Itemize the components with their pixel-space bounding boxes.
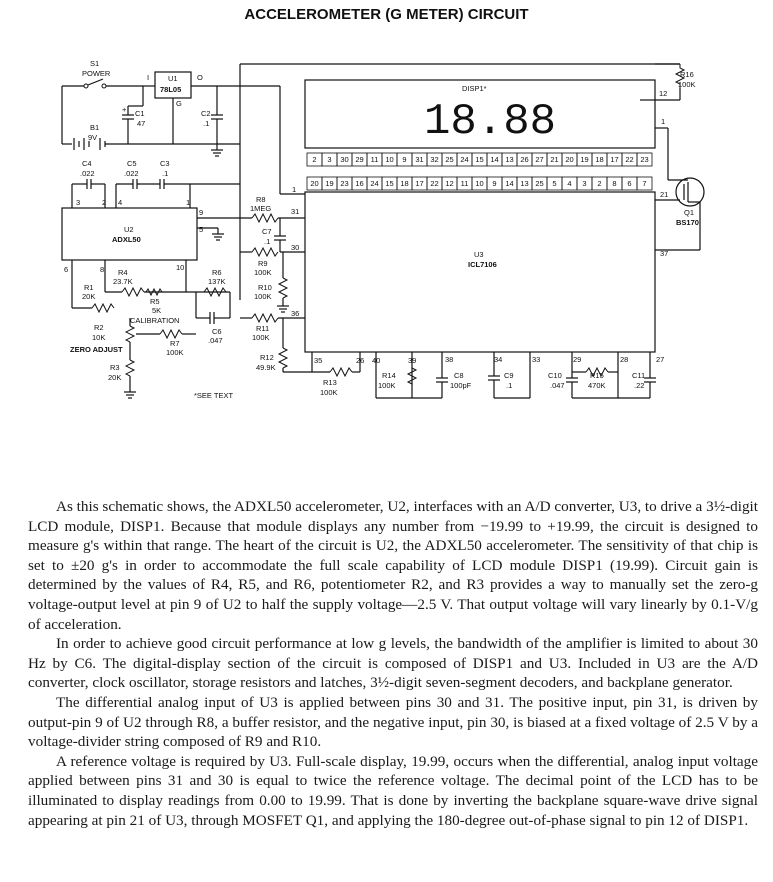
u3-pin-33: 33 xyxy=(532,355,541,364)
display-top-pin-number: 29 xyxy=(355,155,364,164)
display-top-pin-number: 21 xyxy=(550,155,559,164)
paragraph: As this schematic shows, the ADXL50 accelerometer, U2, interfaces with an A/D converter, U3, to drive a 3½-digit LCD module, DISP1. Because that module displays any number from −19.99 to +19.99, the circuit is designed to measure g's within that range. The heart of the circuit is U2, the ADXL50 accelerometer. The sensitivity of that chip is set to ±20 g's in order to accommodate the full scale capability of LCD module DISP1 (19.99). Circuit gain is determined by the values of R4, R5, and R6, potentiometer R2, and R3 provides a way to manually set the zero-g voltage-output level at pin 9 of U2 to half the supply voltage—2.5 V. That output voltage will vary linearly by 0.1-V/g of acceleration. xyxy=(28,498,758,633)
resistor-r11 xyxy=(252,314,278,322)
zero-adjust-label: ZERO ADJUST xyxy=(70,345,123,354)
paragraph: In order to achieve good circuit performance at low g levels, the bandwidth of the amplifier is limited to about 30 Hz by C6. The digital-display section of the circuit is composed of DISP1 and U3. Included in U3 are the A/D converter, clock oscillator, storage resistors and latches, 3½-digit seven-segment decoders, and backplane generator. xyxy=(28,635,758,692)
display-top-pin-number: 32 xyxy=(430,155,439,164)
u2-pin-2: 2 xyxy=(102,198,107,207)
display-top-pin-number: 15 xyxy=(475,155,484,164)
u3-bottom-network xyxy=(283,352,664,398)
display-bottom-pin-number: 23 xyxy=(340,179,349,188)
display-top-pin-number: 18 xyxy=(595,155,604,164)
c3-value: .1 xyxy=(162,169,169,178)
r3-label: R3 xyxy=(110,363,120,372)
q1-label: Q1 xyxy=(684,208,695,217)
display-bottom-pin-number: 16 xyxy=(355,179,364,188)
paragraph: The differential analog input of U3 is applied between pins 30 and 31. The positive input, pin 31, is driven by output-pin 9 of U2 through R8, a buffer resistor, and the negative input, pin 30, is biased at a fixed voltage of 2.5 V by a voltage-divider string composed of R9 and R10. xyxy=(28,693,758,751)
r15-value: 470K xyxy=(588,381,606,390)
display-bottom-pin-number: 9 xyxy=(492,179,497,188)
u2-chip xyxy=(62,208,197,260)
schematic-title: ACCELEROMETER (G METER) CIRCUIT xyxy=(244,6,529,23)
r7-label: R7 xyxy=(170,339,180,348)
u2-pin-4: 4 xyxy=(118,198,123,207)
c8-value: 100pF xyxy=(450,381,472,390)
r16-label: R16 xyxy=(680,70,694,79)
display-bottom-pin-number: 14 xyxy=(505,179,514,188)
schematic-diagram xyxy=(0,0,773,420)
paragraph: A reference voltage is required by U3. Full-scale display, 19.99, occurs when the differential, analog input voltage applied between pins 31 and 30 is equal to twice the reference voltage. The decimal point of the LCD has to be illuminated to display readings from 0.00 to 19.99. That is done by inverting the backplane square-wave drive signal appearing at pin 21 of U3, through MOSFET Q1, and applying the 180-degree out-of-phase signal to pin 12 of DISP1. xyxy=(28,752,758,829)
description-text xyxy=(28,497,758,830)
display-top-pin-number: 30 xyxy=(340,155,349,164)
display-top-pin-number: 14 xyxy=(490,155,499,164)
display-top-pin-number: 3 xyxy=(327,155,332,164)
c11-value: .22 xyxy=(634,381,645,390)
r10-value: 100K xyxy=(254,292,272,301)
u3-pin-1: 1 xyxy=(292,185,297,194)
s1-switch-contact xyxy=(102,84,106,88)
see-text-note: *SEE TEXT xyxy=(194,391,234,400)
u3-pin-28: 28 xyxy=(620,355,629,364)
r5-label: R5 xyxy=(150,297,160,306)
display-bottom-pin-number: 10 xyxy=(475,179,484,188)
resistor-r4 xyxy=(122,288,144,296)
r12-label: R12 xyxy=(260,353,274,362)
display-top-pin-number: 24 xyxy=(460,155,469,164)
c5-label: C5 xyxy=(127,159,137,168)
c1-plus: + xyxy=(122,105,127,114)
c6-value: .047 xyxy=(208,336,223,345)
c8-label: C8 xyxy=(454,371,464,380)
r9-label: R9 xyxy=(258,259,268,268)
c1-label: C1 xyxy=(135,109,145,118)
u1-label: U1 xyxy=(168,74,178,83)
u1-part: 78L05 xyxy=(160,85,182,94)
display-bottom-pin-number: 13 xyxy=(520,179,529,188)
u3-pin-35: 35 xyxy=(314,356,323,365)
display-bottom-pin-number: 11 xyxy=(460,179,469,188)
c2-value: .1 xyxy=(203,119,210,128)
display-bottom-pin-number: 2 xyxy=(597,179,602,188)
r9-value: 100K xyxy=(254,268,272,277)
display-top-pin-number: 9 xyxy=(402,155,407,164)
display-bottom-pin-number: 4 xyxy=(567,179,572,188)
u3-pin-21: 21 xyxy=(660,190,669,199)
display-top-pin-number: 27 xyxy=(535,155,544,164)
r1-value: 20K xyxy=(82,292,96,301)
display-bottom-pin-number: 7 xyxy=(642,179,647,188)
r13-value: 100K xyxy=(320,388,338,397)
display-bottom-pin-number: 20 xyxy=(310,179,319,188)
display-top-pin-number: 2 xyxy=(312,155,317,164)
u3-pin-31: 31 xyxy=(291,207,300,216)
r10-label: R10 xyxy=(258,283,272,292)
u2-pin-1: 1 xyxy=(186,198,191,207)
u3-pin-26: 26 xyxy=(356,356,365,365)
display-pin-rows xyxy=(307,153,652,190)
calibration-label: CALIBRATION xyxy=(130,316,180,325)
c10-value: .047 xyxy=(550,381,565,390)
b1-value: 9V xyxy=(88,133,98,142)
u2-pin-9: 9 xyxy=(199,208,204,217)
display-bottom-pin-number: 18 xyxy=(400,179,409,188)
u3-pin-38: 38 xyxy=(445,355,454,364)
resistor-r2 xyxy=(126,326,134,342)
u3-pin-39: 39 xyxy=(408,356,417,365)
r1-label: R1 xyxy=(84,283,94,292)
display-bottom-pin-number: 19 xyxy=(325,179,334,188)
disp1-label: DISP1* xyxy=(462,84,487,93)
resistor-r3 xyxy=(126,360,134,376)
r11-value: 100K xyxy=(252,333,270,342)
u3-part: ICL7106 xyxy=(468,260,497,269)
c4-value: .022 xyxy=(80,169,95,178)
resistor-r7 xyxy=(160,330,182,338)
display-top-pin-number: 25 xyxy=(445,155,454,164)
q1-part: BS170 xyxy=(676,218,699,227)
lcd-readout: 18.88 xyxy=(424,97,557,147)
r6-label: R6 xyxy=(212,268,222,277)
c3-label: C3 xyxy=(160,159,170,168)
display-bottom-pin-number: 5 xyxy=(552,179,557,188)
r8-value: 1MEG xyxy=(250,204,272,213)
display-top-pin-number: 13 xyxy=(505,155,514,164)
display-top-pin-number: 26 xyxy=(520,155,529,164)
u1-pin-o: O xyxy=(197,73,203,82)
u2-section xyxy=(62,159,305,400)
u3-pin-29: 29 xyxy=(573,355,582,364)
c11-label: C11 xyxy=(632,371,646,380)
u1-pin-g: G xyxy=(176,99,182,108)
resistor-r10 xyxy=(279,278,287,298)
display-bottom-pin-number: 6 xyxy=(627,179,632,188)
s1-label: S1 xyxy=(90,59,100,68)
u3-pin-27: 27 xyxy=(656,355,665,364)
c6-label: C6 xyxy=(212,327,222,336)
r7-value: 100K xyxy=(166,348,184,357)
display-top-pin-number: 19 xyxy=(580,155,589,164)
display-top-pin-number: 23 xyxy=(640,155,649,164)
r2-label: R2 xyxy=(94,323,104,332)
r11-label: R11 xyxy=(256,324,270,333)
u3-label: U3 xyxy=(474,250,484,259)
disp-pin-12: 12 xyxy=(659,89,668,98)
u2-label: U2 xyxy=(124,225,134,234)
display-top-pin-number: 10 xyxy=(385,155,394,164)
power-label: POWER xyxy=(82,69,111,78)
r14-label: R14 xyxy=(382,371,396,380)
c2-label: C2 xyxy=(201,109,211,118)
r3-value: 20K xyxy=(108,373,122,382)
r8-label: R8 xyxy=(256,195,266,204)
r12-value: 49.9K xyxy=(256,363,276,372)
u3-pin-40: 40 xyxy=(372,356,381,365)
disp-pin-1: 1 xyxy=(661,117,666,126)
c7-value: .1 xyxy=(264,237,271,246)
u1-pin-i: I xyxy=(147,73,150,82)
c9-value: .1 xyxy=(506,381,513,390)
u3-pin-30: 30 xyxy=(291,243,300,252)
display-section xyxy=(305,80,667,190)
display-top-pin-number: 20 xyxy=(565,155,574,164)
r16-value: 100K xyxy=(678,80,696,89)
u2-pin-10: 10 xyxy=(176,263,185,272)
u3-pin-37: 37 xyxy=(660,249,669,258)
display-bottom-pin-number: 15 xyxy=(385,179,394,188)
u2-pin-6: 6 xyxy=(64,265,69,274)
r13-label: R13 xyxy=(323,378,337,387)
display-bottom-pin-number: 22 xyxy=(430,179,439,188)
u2-pin-5: 5 xyxy=(199,225,204,234)
resistor-r1 xyxy=(92,304,114,312)
s1-switch-lever xyxy=(88,79,103,85)
display-top-pin-number: 17 xyxy=(610,155,619,164)
c10-label: C10 xyxy=(548,371,562,380)
c5-value: .022 xyxy=(124,169,139,178)
r5-value: 5K xyxy=(152,306,162,315)
c9-label: C9 xyxy=(504,371,514,380)
resistor-r12 xyxy=(279,348,287,368)
display-bottom-pin-number: 8 xyxy=(612,179,617,188)
display-bottom-pin-number: 17 xyxy=(415,179,424,188)
resistor-r8 xyxy=(252,214,278,222)
resistor-r9 xyxy=(252,248,278,256)
c4-label: C4 xyxy=(82,159,92,168)
r2-value: 10K xyxy=(92,333,106,342)
c1-value: 47 xyxy=(137,119,146,128)
display-top-pin-number: 31 xyxy=(415,155,424,164)
b1-label: B1 xyxy=(90,123,100,132)
display-top-pin-number: 22 xyxy=(625,155,634,164)
r6-value: 137K xyxy=(208,277,226,286)
r14-value: 100K xyxy=(378,381,396,390)
display-bottom-pin-number: 3 xyxy=(582,179,587,188)
r15-label: R15 xyxy=(590,371,604,380)
c7-label: C7 xyxy=(262,227,272,236)
r4-label: R4 xyxy=(118,268,128,277)
display-bottom-pin-number: 24 xyxy=(370,179,379,188)
display-top-pin-number: 11 xyxy=(370,155,379,164)
display-bottom-pin-number: 25 xyxy=(535,179,544,188)
resistor-r13 xyxy=(330,368,352,376)
u3-pin-36: 36 xyxy=(291,309,300,318)
u2-pin-3: 3 xyxy=(76,198,81,207)
s1-switch-contact xyxy=(84,84,88,88)
u2-part: ADXL50 xyxy=(112,235,141,244)
display-bottom-pin-number: 12 xyxy=(445,179,454,188)
u2-pin-8: 8 xyxy=(100,265,105,274)
u3-chip xyxy=(305,192,655,352)
u3-pin-34: 34 xyxy=(494,355,503,364)
r4-value: 23.7K xyxy=(113,277,133,286)
